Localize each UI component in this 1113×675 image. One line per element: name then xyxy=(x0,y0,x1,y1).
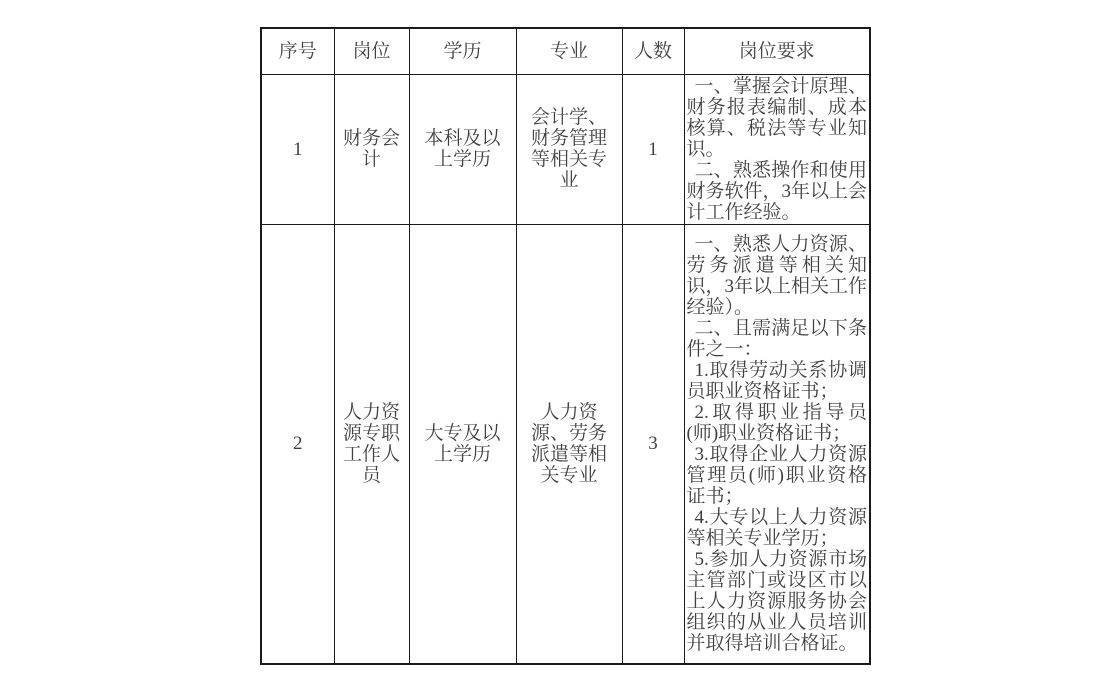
cell-position: 财务会计 xyxy=(334,74,409,224)
col-header-requirements: 岗位要求 xyxy=(684,28,870,74)
col-header-count: 人数 xyxy=(622,28,684,74)
cell-major: 会计学、财务管理等相关专业 xyxy=(516,74,622,224)
cell-no: 2 xyxy=(261,224,334,664)
cell-major: 人力资源、劳务派遣等相关专业 xyxy=(516,224,622,664)
cell-count: 1 xyxy=(622,74,684,224)
cell-no: 1 xyxy=(261,74,334,224)
table-row xyxy=(261,74,870,224)
cell-position: 人力资源专职工作人员 xyxy=(334,224,409,664)
requirement-paragraph: 2.取得职业指导员(师)职业资格证书； xyxy=(686,401,867,444)
requirement-paragraph: 二、熟悉操作和使用财务软件，3年以上会计工作经验。 xyxy=(686,159,868,223)
requirement-paragraph: 4.大专以上人力资源等相关专业学历； xyxy=(686,506,867,549)
col-header-position: 岗位 xyxy=(334,28,409,74)
cell-education: 本科及以上学历 xyxy=(409,74,516,224)
table-row xyxy=(261,224,870,664)
requirement-paragraph: 1.取得劳动关系协调员职业资格证书； xyxy=(686,359,867,402)
requirement-paragraph: 二、且需满足以下条件之一： xyxy=(686,317,867,360)
requirement-paragraph: 3.取得企业人力资源管理员(师)职业资格证书； xyxy=(686,443,867,507)
cell-education: 大专及以上学历 xyxy=(409,224,516,664)
cell-requirements xyxy=(684,224,870,664)
cell-requirements xyxy=(684,74,870,224)
cell-count: 3 xyxy=(622,224,684,664)
requirement-paragraph: 5.参加人力资源市场主管部门或设区市以上人力资源服务协会组织的从业人员培训并取得培训合格证。 xyxy=(686,548,867,654)
col-header-major: 专业 xyxy=(516,28,622,74)
requirement-paragraph: 一、掌握会计原理、财务报表编制、成本核算、税法等专业知识。 xyxy=(686,75,867,160)
col-header-education: 学历 xyxy=(409,28,516,74)
job-positions-table xyxy=(260,27,871,665)
table-header-row xyxy=(261,28,870,74)
requirement-paragraph: 一、熟悉人力资源、劳务派遣等相关知识，3年以上相关工作经验）。 xyxy=(686,233,868,318)
col-header-no: 序号 xyxy=(261,28,334,74)
